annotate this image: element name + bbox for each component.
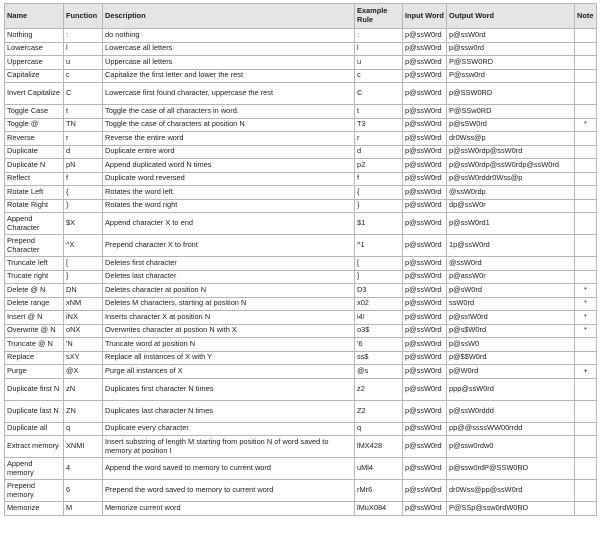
cell-function: c: [64, 69, 103, 83]
cell-function: ^X: [64, 235, 103, 257]
cell-example-rule: ^1: [355, 235, 403, 257]
cell-input-word: p@ssW0rd: [403, 324, 447, 338]
cell-description: Deletes character at position N: [103, 284, 355, 298]
cell-name: Append Character: [5, 213, 64, 235]
cell-name: Delete range: [5, 297, 64, 311]
cell-note: [575, 338, 597, 352]
cell-function: 'N: [64, 338, 103, 352]
cell-output-word: p@ssW0rdp@ssW0rd: [447, 145, 575, 159]
cell-example-rule: f: [355, 172, 403, 186]
cell-note: [575, 213, 597, 235]
cell-input-word: p@ssW0rd: [403, 186, 447, 200]
cell-name: Memorize: [5, 502, 64, 516]
rule-functions-table: [4, 3, 597, 516]
cell-function: :: [64, 29, 103, 43]
cell-note: [575, 42, 597, 56]
cell-name: Reflect: [5, 172, 64, 186]
cell-input-word: p@ssW0rd: [403, 480, 447, 502]
cell-input-word: p@ssW0rd: [403, 297, 447, 311]
cell-input-word: p@ssW0rd: [403, 118, 447, 132]
cell-description: Toggle the case of characters at position N: [103, 118, 355, 132]
cell-function: oNX: [64, 324, 103, 338]
cell-function: u: [64, 56, 103, 70]
cell-description: Replace all instances of X with Y: [103, 351, 355, 365]
cell-name: Replace: [5, 351, 64, 365]
cell-example-rule: ]: [355, 270, 403, 284]
header-function: Function: [64, 4, 103, 29]
cell-input-word: p@ssW0rd: [403, 105, 447, 119]
table-row: [5, 42, 597, 56]
cell-description: Deletes first character: [103, 257, 355, 271]
cell-note: +: [575, 365, 597, 379]
cell-function: M: [64, 502, 103, 516]
cell-output-word: p@ss!W0rd: [447, 311, 575, 325]
cell-input-word: p@ssW0rd: [403, 458, 447, 480]
cell-example-rule: :: [355, 29, 403, 43]
cell-name: Overwrite @ N: [5, 324, 64, 338]
cell-function: {: [64, 186, 103, 200]
cell-name: Duplicate N: [5, 159, 64, 173]
cell-note: [575, 159, 597, 173]
cell-function: [: [64, 257, 103, 271]
cell-note: [575, 172, 597, 186]
cell-example-rule: $1: [355, 213, 403, 235]
table-row: [5, 56, 597, 70]
cell-description: Duplicate every character: [103, 422, 355, 436]
cell-function: }: [64, 199, 103, 213]
cell-output-word: ppp@ssW0rd: [447, 378, 575, 400]
cell-example-rule: p2: [355, 159, 403, 173]
cell-description: Append duplicated word N times: [103, 159, 355, 173]
cell-name: Rotate Right: [5, 199, 64, 213]
cell-description: Duplicates last character N times: [103, 400, 355, 422]
cell-note: *: [575, 324, 597, 338]
cell-note: [575, 400, 597, 422]
cell-output-word: @ssW0rdp: [447, 186, 575, 200]
table-row: [5, 480, 597, 502]
cell-output-word: p@ssw0rd: [447, 42, 575, 56]
cell-function: zN: [64, 378, 103, 400]
cell-input-word: p@ssW0rd: [403, 145, 447, 159]
cell-example-rule: [: [355, 257, 403, 271]
cell-output-word: p@ssW0rddr0Wss@p: [447, 172, 575, 186]
cell-example-rule: {: [355, 186, 403, 200]
cell-description: Capitalize the first letter and lower the rest: [103, 69, 355, 83]
cell-input-word: p@ssW0rd: [403, 436, 447, 458]
cell-description: Uppercase all letters: [103, 56, 355, 70]
cell-function: r: [64, 132, 103, 146]
cell-function: d: [64, 145, 103, 159]
cell-output-word: P@SSW0RD: [447, 56, 575, 70]
cell-note: *: [575, 118, 597, 132]
table-row: [5, 458, 597, 480]
cell-description: Reverse the entire word: [103, 132, 355, 146]
cell-note: [575, 436, 597, 458]
table-row: [5, 105, 597, 119]
cell-description: Rotates the word left.: [103, 186, 355, 200]
cell-function: l: [64, 42, 103, 56]
cell-input-word: p@ssW0rd: [403, 235, 447, 257]
cell-input-word: p@ssW0rd: [403, 172, 447, 186]
cell-function: q: [64, 422, 103, 436]
cell-description: Insert substring of length M starting from position N of word saved to memory at position I: [103, 436, 355, 458]
cell-note: [575, 69, 597, 83]
cell-output-word: P@SSw0RD: [447, 105, 575, 119]
cell-function: $X: [64, 213, 103, 235]
cell-input-word: p@ssW0rd: [403, 199, 447, 213]
header-row: [5, 4, 597, 29]
table-row: [5, 69, 597, 83]
cell-output-word: p@SSW0RD: [447, 83, 575, 105]
cell-description: Rotates the word right: [103, 199, 355, 213]
cell-name: Duplicate all: [5, 422, 64, 436]
cell-output-word: p@ssW0rd1: [447, 213, 575, 235]
cell-output-word: dr0Wss@pp@ssW0rd: [447, 480, 575, 502]
cell-input-word: p@ssW0rd: [403, 365, 447, 379]
cell-example-rule: q: [355, 422, 403, 436]
table-row: [5, 159, 597, 173]
cell-output-word: p@sSW0rd: [447, 118, 575, 132]
cell-function: XNMI: [64, 436, 103, 458]
cell-name: Trucate right: [5, 270, 64, 284]
cell-output-word: @ssW0rd: [447, 257, 575, 271]
cell-function: TN: [64, 118, 103, 132]
cell-example-rule: }: [355, 199, 403, 213]
cell-note: [575, 235, 597, 257]
cell-description: Duplicates first character N times: [103, 378, 355, 400]
cell-input-word: p@ssW0rd: [403, 159, 447, 173]
cell-example-rule: u: [355, 56, 403, 70]
cell-description: Lowercase first found character, uppercase the rest: [103, 83, 355, 105]
cell-name: Prepend Character: [5, 235, 64, 257]
cell-name: Rotate Left: [5, 186, 64, 200]
cell-input-word: p@ssW0rd: [403, 257, 447, 271]
cell-output-word: p@$$W0rd: [447, 351, 575, 365]
cell-name: Purge: [5, 365, 64, 379]
table-row: [5, 297, 597, 311]
header-name: Name: [5, 4, 64, 29]
cell-output-word: p@ssw0rdP@SSW0RD: [447, 458, 575, 480]
cell-output-word: p@ssW0rd: [447, 29, 575, 43]
cell-name: Toggle @: [5, 118, 64, 132]
table-row: [5, 351, 597, 365]
cell-note: [575, 480, 597, 502]
cell-input-word: p@ssW0rd: [403, 270, 447, 284]
cell-example-rule: T3: [355, 118, 403, 132]
cell-example-rule: lMX428: [355, 436, 403, 458]
cell-output-word: dp@ssW0r: [447, 199, 575, 213]
cell-example-rule: lMuX084: [355, 502, 403, 516]
cell-name: Append memory: [5, 458, 64, 480]
cell-output-word: p@ssw0rdw0: [447, 436, 575, 458]
cell-name: Reverse: [5, 132, 64, 146]
cell-function: ]: [64, 270, 103, 284]
cell-example-rule: x02: [355, 297, 403, 311]
cell-example-rule: t: [355, 105, 403, 119]
cell-example-rule: z2: [355, 378, 403, 400]
cell-function: iNX: [64, 311, 103, 325]
cell-description: Memorize current word: [103, 502, 355, 516]
cell-description: Lowercase all letters: [103, 42, 355, 56]
cell-output-word: p@ssW0rdp@ssW0rdp@ssW0rd: [447, 159, 575, 173]
cell-output-word: P@SSp@ssw0rdW0RD: [447, 502, 575, 516]
cell-output-word: p@assW0r: [447, 270, 575, 284]
table-row: [5, 118, 597, 132]
cell-description: Toggle the case of all characters in word.: [103, 105, 355, 119]
cell-name: Insert @ N: [5, 311, 64, 325]
cell-name: Truncate left: [5, 257, 64, 271]
table-row: [5, 213, 597, 235]
cell-description: Deletes M characters, starting at position N: [103, 297, 355, 311]
cell-input-word: p@ssW0rd: [403, 338, 447, 352]
cell-example-rule: r: [355, 132, 403, 146]
cell-name: Extract memory: [5, 436, 64, 458]
cell-function: pN: [64, 159, 103, 173]
cell-note: [575, 145, 597, 159]
cell-function: sXY: [64, 351, 103, 365]
cell-description: Append the word saved to memory to current word: [103, 458, 355, 480]
cell-output-word: P@ssw0rd: [447, 69, 575, 83]
header-input-word: Input Word: [403, 4, 447, 29]
cell-input-word: p@ssW0rd: [403, 132, 447, 146]
table-row: [5, 284, 597, 298]
cell-example-rule: c: [355, 69, 403, 83]
table-row: [5, 235, 597, 257]
cell-description: Purge all instances of X: [103, 365, 355, 379]
table-row: [5, 257, 597, 271]
cell-output-word: p@s$W0rd: [447, 324, 575, 338]
cell-note: *: [575, 284, 597, 298]
cell-note: [575, 422, 597, 436]
cell-input-word: p@ssW0rd: [403, 69, 447, 83]
table-row: [5, 172, 597, 186]
cell-input-word: p@ssW0rd: [403, 351, 447, 365]
cell-note: [575, 458, 597, 480]
cell-note: [575, 199, 597, 213]
cell-description: Overwrites character at postion N with X: [103, 324, 355, 338]
cell-example-rule: Z2: [355, 400, 403, 422]
table-row: [5, 378, 597, 400]
cell-description: Duplicate entire word: [103, 145, 355, 159]
cell-example-rule: ss$: [355, 351, 403, 365]
cell-function: @X: [64, 365, 103, 379]
cell-name: Delete @ N: [5, 284, 64, 298]
cell-name: Lowercase: [5, 42, 64, 56]
cell-note: [575, 270, 597, 284]
cell-note: [575, 83, 597, 105]
cell-note: *: [575, 297, 597, 311]
cell-function: 6: [64, 480, 103, 502]
cell-function: f: [64, 172, 103, 186]
table-row: [5, 186, 597, 200]
cell-name: Duplicate: [5, 145, 64, 159]
cell-note: [575, 257, 597, 271]
cell-example-rule: o3$: [355, 324, 403, 338]
cell-function: 4: [64, 458, 103, 480]
cell-input-word: p@ssW0rd: [403, 284, 447, 298]
cell-function: xNM: [64, 297, 103, 311]
cell-name: Toggle Case: [5, 105, 64, 119]
cell-description: Prepend character X to front: [103, 235, 355, 257]
cell-example-rule: i4!: [355, 311, 403, 325]
table-row: [5, 365, 597, 379]
header-example-rule: Example Rule: [355, 4, 403, 29]
table-row: [5, 83, 597, 105]
table-row: [5, 324, 597, 338]
cell-description: Prepend the word saved to memory to current word: [103, 480, 355, 502]
cell-note: [575, 351, 597, 365]
header-description: Description: [103, 4, 355, 29]
cell-note: [575, 105, 597, 119]
cell-output-word: dr0Wss@p: [447, 132, 575, 146]
cell-input-word: p@ssW0rd: [403, 29, 447, 43]
cell-function: DN: [64, 284, 103, 298]
table-row: [5, 502, 597, 516]
cell-output-word: p@ssW0rddd: [447, 400, 575, 422]
cell-description: Append character X to end: [103, 213, 355, 235]
table-row: [5, 422, 597, 436]
header-note: Note: [575, 4, 597, 29]
cell-function: ZN: [64, 400, 103, 422]
cell-note: *: [575, 311, 597, 325]
cell-example-rule: @s: [355, 365, 403, 379]
cell-input-word: p@ssW0rd: [403, 378, 447, 400]
table-row: [5, 199, 597, 213]
cell-description: Inserts character X at position N: [103, 311, 355, 325]
cell-name: Prepend memory: [5, 480, 64, 502]
cell-input-word: p@ssW0rd: [403, 422, 447, 436]
cell-description: Deletes last character: [103, 270, 355, 284]
cell-name: Duplicate last N: [5, 400, 64, 422]
cell-input-word: p@ssW0rd: [403, 311, 447, 325]
cell-name: Invert Capitalize: [5, 83, 64, 105]
header-output-word: Output Word: [447, 4, 575, 29]
cell-output-word: ssW0rd: [447, 297, 575, 311]
cell-note: [575, 132, 597, 146]
cell-input-word: p@ssW0rd: [403, 502, 447, 516]
cell-output-word: p@sW0rd: [447, 284, 575, 298]
table-row: [5, 145, 597, 159]
cell-name: Duplicate first N: [5, 378, 64, 400]
cell-example-rule: '6: [355, 338, 403, 352]
cell-example-rule: l: [355, 42, 403, 56]
table-row: [5, 270, 597, 284]
table-row: [5, 436, 597, 458]
cell-output-word: p@ssW0: [447, 338, 575, 352]
cell-note: [575, 186, 597, 200]
cell-description: Duplicate word reversed: [103, 172, 355, 186]
cell-example-rule: d: [355, 145, 403, 159]
cell-output-word: p@W0rd: [447, 365, 575, 379]
cell-name: Uppercase: [5, 56, 64, 70]
cell-example-rule: rMr6: [355, 480, 403, 502]
cell-note: [575, 502, 597, 516]
cell-name: Truncate @ N: [5, 338, 64, 352]
cell-output-word: pp@@ssssWW00rrdd: [447, 422, 575, 436]
table-row: [5, 400, 597, 422]
cell-input-word: p@ssW0rd: [403, 83, 447, 105]
cell-output-word: 1p@ssW0rd: [447, 235, 575, 257]
cell-name: Capitalize: [5, 69, 64, 83]
cell-example-rule: C: [355, 83, 403, 105]
table-row: [5, 311, 597, 325]
cell-input-word: p@ssW0rd: [403, 400, 447, 422]
cell-input-word: p@ssW0rd: [403, 213, 447, 235]
cell-note: [575, 378, 597, 400]
cell-name: Nothing: [5, 29, 64, 43]
cell-example-rule: uMl4: [355, 458, 403, 480]
table-row: [5, 338, 597, 352]
table-row: [5, 132, 597, 146]
cell-description: Truncate word at position N: [103, 338, 355, 352]
cell-example-rule: D3: [355, 284, 403, 298]
cell-description: do nothing: [103, 29, 355, 43]
cell-note: [575, 56, 597, 70]
cell-input-word: p@ssW0rd: [403, 42, 447, 56]
cell-function: t: [64, 105, 103, 119]
cell-note: [575, 29, 597, 43]
table-row: [5, 29, 597, 43]
cell-function: C: [64, 83, 103, 105]
cell-input-word: p@ssW0rd: [403, 56, 447, 70]
